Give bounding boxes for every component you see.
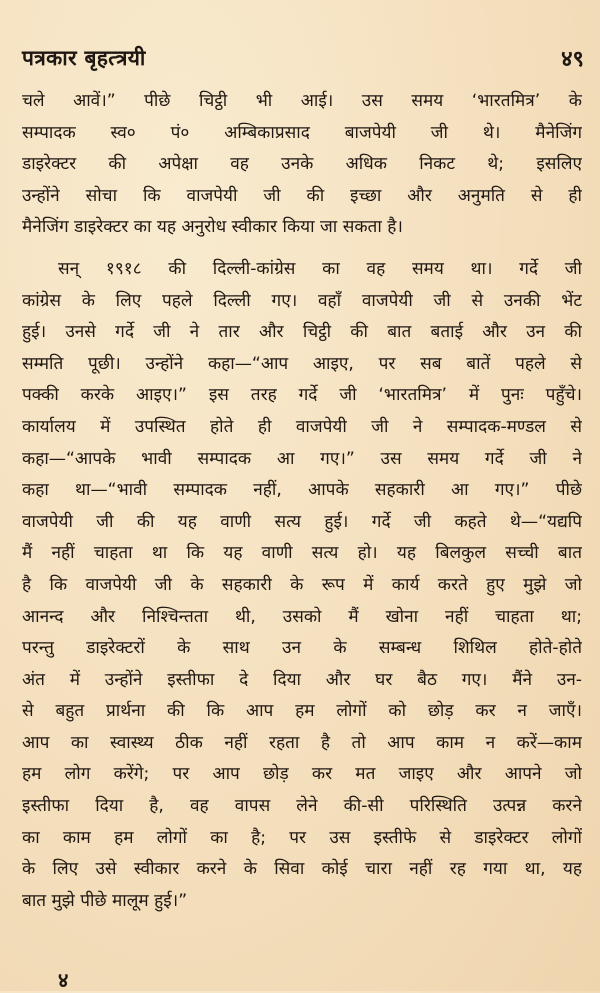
text-line: बात मुझे पीछे मालूम हुई।”: [22, 890, 188, 911]
text-line: पक्की करके आइए।” इस तरह गर्दे जी ‘भारतमित्र’ में पुनः पहुँचे।: [22, 385, 582, 406]
page-number: ४९: [561, 47, 584, 72]
text-line: मैं नहीं चाहता था कि यह वाणी सत्य हो। यह बिलकुल सच्ची बात: [22, 543, 582, 564]
text-line: है कि वाजपेयी जी के सहकारी के रूप में कार्य करते हुए मुझे जो: [22, 574, 582, 595]
text-line: कहा—“आपके भावी सम्पादक आ गए।” उस समय गर्दे जी ने: [22, 448, 582, 469]
text-line: हुई। उनसे गर्दे जी ने तार और चिट्ठी की बात बताई और उन की: [22, 322, 582, 343]
text-line: वाजपेयी जी की यह वाणी सत्य हुई। गर्दे जी कहते थे—“यद्यपि: [22, 511, 582, 532]
text-line: इस्तीफा दिया है, वह वापस लेने की-सी परिस्थिति उत्पन्न करने: [22, 796, 582, 817]
page-header: [22, 38, 584, 78]
text-line: सम्पादक स्व० पं० अम्बिकाप्रसाद बाजपेयी जी थे। मैनेजिंग: [22, 122, 582, 143]
text-line: से बहुत प्रार्थना की कि आप हम लोगों को छोड़ कर न जाएँ।: [22, 701, 582, 722]
paragraph-gap: [22, 244, 582, 254]
signature-mark: ४: [58, 968, 69, 992]
paragraph-1: [22, 86, 582, 244]
body-text: [22, 86, 582, 917]
text-line: आनन्द और निश्चिन्तता थी, उसको मैं खोना नहीं चाहता था;: [22, 606, 582, 627]
paragraph-2: [22, 254, 582, 917]
text-line: उन्होंने सोचा कि वाजपेयी जी की इच्छा और अनुमति से ही: [22, 185, 582, 206]
text-line: अंत में उन्होंने इस्तीफा दे दिया और घर बैठ गए। मैंने उन-: [22, 669, 582, 690]
text-line: कार्यालय में उपस्थित होते ही वाजपेयी जी ने सम्पादक-मण्डल से: [22, 416, 582, 437]
text-line: के लिए उसे स्वीकार करने के सिवा कोई चारा नहीं रह गया था, यह: [22, 859, 582, 880]
text-line: कहा था—“भावी सम्पादक नहीं, आपके सहकारी आ गए।” पीछे: [22, 480, 582, 501]
text-line: परन्तु डाइरेक्टरों के साथ उन के सम्बन्ध शिथिल होते-होते: [22, 638, 582, 659]
text-line: डाइरेक्टर की अपेक्षा वह उनके अधिक निकट थे; इसलिए: [22, 154, 582, 175]
text-line: मैनेजिंग डाइरेक्टर का यह अनुरोध स्वीकार किया जा सकता है।: [22, 217, 403, 238]
text-line: का काम हम लोगों का है; पर उस इस्तीफे से डाइरेक्टर लोगों: [22, 827, 582, 848]
text-line: सन् १९१८ की दिल्ली-कांग्रेस का वह समय था। गर्दे जी: [58, 258, 582, 279]
text-line: सम्मति पूछी। उन्होंने कहा—“आप आइए, पर सब बातें पहले से: [22, 353, 582, 374]
text-line: चले आवें।” पीछे चिट्ठी भी आई। उस समय ‘भारतमित्र’ के: [22, 91, 582, 111]
text-line: हम लोग करेंगे; पर आप छोड़ कर मत जाइए और आपने जो: [22, 764, 582, 785]
running-title: पत्रकार बृहत्त्रयी: [22, 46, 146, 70]
text-line: कांग्रेस के लिए पहले दिल्ली गए। वहाँ वाजपेयी जी से उनकी भेंट: [22, 290, 582, 311]
text-line: आप का स्वास्थ्य ठीक नहीं रहता है तो आप काम न करें—काम: [22, 732, 582, 753]
